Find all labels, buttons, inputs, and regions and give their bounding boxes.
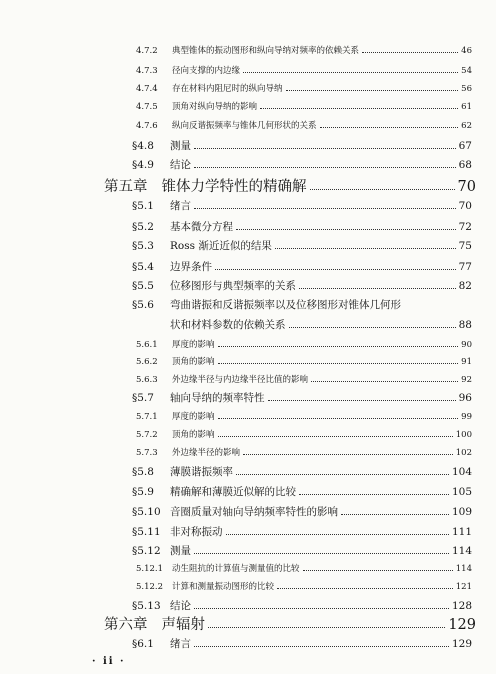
toc-entry-number: §4.8 bbox=[132, 140, 154, 152]
toc-entry-page: 128 bbox=[451, 600, 472, 612]
toc-entry-page: 99 bbox=[461, 412, 472, 422]
toc-entry-number: §5.2 bbox=[132, 221, 154, 233]
toc-entry-title: 典型锥体的振动图形和纵向导纳对频率的依赖关系 bbox=[172, 46, 360, 56]
toc-entry bbox=[132, 504, 472, 519]
toc-entry-number: §5.12 bbox=[132, 545, 161, 557]
toc-entry bbox=[132, 297, 472, 312]
chapter-title: 声辐射 bbox=[161, 617, 205, 633]
toc-entry bbox=[132, 157, 472, 172]
toc-entry-title: 状和材料参数的依赖关系 bbox=[170, 319, 286, 331]
toc-entry bbox=[132, 636, 472, 651]
toc-entry-page: 68 bbox=[458, 159, 472, 171]
toc-entry-number: 5.12.2 bbox=[136, 582, 164, 592]
toc-entry-title: 外边缘半径与内边缘半径比值的影响 bbox=[172, 375, 309, 385]
toc-entry bbox=[132, 219, 472, 234]
toc-entry-number: §5.8 bbox=[132, 466, 154, 478]
toc-entry-title: 顶角的影响 bbox=[172, 357, 215, 367]
toc-entry bbox=[132, 238, 472, 253]
dot-leader bbox=[268, 394, 456, 401]
toc-entry-number: §5.7 bbox=[132, 392, 154, 404]
toc-entry-title: 绪言 bbox=[170, 638, 191, 650]
toc-entry-title: 非对称振动 bbox=[170, 526, 223, 538]
dot-leader bbox=[194, 202, 456, 209]
toc-entry-number: §5.9 bbox=[132, 486, 154, 498]
dot-leader bbox=[303, 565, 453, 571]
toc-entry-page: 77 bbox=[458, 261, 472, 273]
chapter-title: 锥体力学特性的精确解 bbox=[161, 179, 307, 195]
toc-entry-title: 结论 bbox=[170, 159, 191, 171]
toc-entry-title: 薄膜谐振频率 bbox=[170, 466, 233, 478]
chapter-number: 第六章 bbox=[104, 617, 148, 633]
toc-entry-page: 104 bbox=[451, 466, 472, 478]
toc-entry-title: 厚度的影响 bbox=[172, 340, 215, 350]
toc-entry-title: 计算和测量振动图形的比较 bbox=[172, 582, 275, 592]
toc-entry-title: 精确解和薄膜近似解的比较 bbox=[170, 486, 296, 498]
toc-entry-title: Ross 渐近近似的结果 bbox=[170, 240, 272, 252]
toc-entry-page: 54 bbox=[461, 66, 472, 76]
dot-leader bbox=[299, 488, 449, 495]
dot-leader bbox=[208, 619, 445, 629]
dot-leader bbox=[299, 282, 456, 289]
toc-entry-title: 测量 bbox=[170, 140, 191, 152]
toc-entry bbox=[136, 410, 472, 422]
toc-entry bbox=[136, 428, 472, 440]
toc-entry-number: §5.11 bbox=[132, 526, 161, 538]
toc-entry-page: 61 bbox=[461, 102, 472, 112]
toc-entry-number: 5.6.3 bbox=[136, 375, 158, 385]
toc-entry bbox=[136, 338, 472, 350]
dot-leader bbox=[194, 142, 456, 149]
toc-entry bbox=[136, 64, 472, 76]
toc-entry-page: 88 bbox=[458, 319, 472, 331]
toc-entry bbox=[136, 119, 472, 131]
chapter-page: 129 bbox=[448, 617, 476, 633]
toc-entry bbox=[132, 278, 472, 293]
toc-entry bbox=[132, 524, 472, 539]
toc-entry-page: 109 bbox=[451, 506, 472, 518]
toc-entry-page: 129 bbox=[451, 638, 472, 650]
toc-entry bbox=[132, 484, 472, 499]
toc-entry bbox=[136, 373, 472, 385]
toc-entry-title: 顶角对纵向导纳的影响 bbox=[172, 102, 258, 112]
toc-entry-number: 5.6.1 bbox=[136, 340, 158, 350]
chapter-heading bbox=[104, 613, 476, 634]
toc-entry-title: 动生阻抗的计算值与测量值的比较 bbox=[172, 564, 300, 574]
toc-entry-title: 径向支撑的内边缘 bbox=[172, 66, 241, 76]
toc-entry-title: 音圈质量对轴向导纳频率特性的影响 bbox=[170, 506, 338, 518]
dot-leader bbox=[286, 85, 459, 91]
dot-leader bbox=[362, 47, 458, 53]
toc-entry bbox=[136, 562, 472, 574]
toc-entry bbox=[132, 464, 472, 479]
toc-entry-number: 5.7.2 bbox=[136, 430, 158, 440]
toc-entry-number: 4.7.5 bbox=[136, 102, 158, 112]
toc-entry bbox=[132, 598, 472, 613]
dot-leader bbox=[194, 602, 449, 609]
dot-leader bbox=[194, 547, 449, 554]
toc-entry-title: 测量 bbox=[170, 545, 191, 557]
dot-leader bbox=[341, 508, 449, 515]
dot-leader bbox=[289, 321, 456, 328]
toc-entry-number: 5.12.1 bbox=[136, 564, 164, 574]
toc-entry-number: 4.7.3 bbox=[136, 66, 158, 76]
toc-entry-page: 121 bbox=[455, 582, 472, 592]
toc-entry-page: 90 bbox=[461, 340, 472, 350]
dot-leader bbox=[260, 103, 458, 109]
dot-leader bbox=[226, 528, 449, 535]
toc-entry-page: 105 bbox=[451, 486, 472, 498]
toc-entry-page: 62 bbox=[461, 121, 472, 131]
toc-entry bbox=[136, 446, 472, 458]
page-footer: · ii · bbox=[92, 656, 126, 667]
toc-entry-number: §5.6 bbox=[132, 299, 154, 311]
dot-leader bbox=[236, 223, 456, 230]
dot-leader bbox=[310, 181, 455, 191]
toc-entry-page: 70 bbox=[458, 200, 472, 212]
dot-leader bbox=[194, 640, 449, 647]
dot-leader bbox=[218, 341, 459, 347]
toc-entry bbox=[136, 580, 472, 592]
dot-leader bbox=[194, 161, 456, 168]
chapter-number: 第五章 bbox=[104, 179, 148, 195]
toc-entry-page: 100 bbox=[455, 430, 472, 440]
toc-entry-number: §5.3 bbox=[132, 240, 154, 252]
toc-entry-page: 102 bbox=[455, 448, 472, 458]
chapter-heading bbox=[104, 175, 476, 196]
dot-leader bbox=[218, 358, 459, 364]
toc-entry-title: 基本微分方程 bbox=[170, 221, 233, 233]
toc-entry-page: 111 bbox=[451, 526, 472, 538]
toc-entry-number: 5.7.1 bbox=[136, 412, 158, 422]
toc-entry-number: 5.7.3 bbox=[136, 448, 158, 458]
chapter-page: 70 bbox=[457, 179, 476, 195]
dot-leader bbox=[275, 242, 456, 249]
toc-entry-page: 56 bbox=[461, 84, 472, 94]
toc-entry-number: 5.6.2 bbox=[136, 357, 158, 367]
toc-entry-number: §5.10 bbox=[132, 506, 161, 518]
toc-entry bbox=[132, 390, 472, 405]
toc-entry-page: 46 bbox=[461, 46, 472, 56]
toc-entry-page: 91 bbox=[461, 357, 472, 367]
toc-entry-number: §5.5 bbox=[132, 280, 154, 292]
toc-entry bbox=[132, 259, 472, 274]
toc-entry-page: 96 bbox=[458, 392, 472, 404]
dot-leader bbox=[215, 263, 456, 270]
toc-entry-page: 114 bbox=[451, 545, 472, 557]
toc-entry bbox=[136, 100, 472, 112]
toc-entry-number: 4.7.4 bbox=[136, 84, 158, 94]
toc-entry bbox=[132, 138, 472, 153]
dot-leader bbox=[277, 583, 453, 589]
toc-entry-number: 4.7.6 bbox=[136, 121, 158, 131]
toc-entry-title: 纵向反谐振频率与锥体几何形状的关系 bbox=[172, 121, 317, 131]
toc-entry-page: 92 bbox=[461, 375, 472, 385]
toc-entry-number: §5.4 bbox=[132, 261, 154, 273]
dot-leader bbox=[311, 376, 458, 382]
toc-entry-title: 位移图形与典型频率的关系 bbox=[170, 280, 296, 292]
toc-entry bbox=[132, 543, 472, 558]
toc-entry-page: 75 bbox=[458, 240, 472, 252]
toc-entry-continuation bbox=[170, 317, 472, 332]
dot-leader bbox=[218, 413, 459, 419]
toc-entry-page: 67 bbox=[458, 140, 472, 152]
dot-leader bbox=[218, 431, 453, 437]
toc-entry-number: 4.7.2 bbox=[136, 46, 158, 56]
toc-entry-title: 弯曲谐振和反谐振频率以及位移图形对锥体几何形 bbox=[170, 299, 401, 311]
dot-leader bbox=[243, 67, 458, 73]
toc-entry-title: 边界条件 bbox=[170, 261, 212, 273]
toc-entry-number: §6.1 bbox=[132, 638, 154, 650]
toc-entry-title: 外边缘半径的影响 bbox=[172, 448, 241, 458]
toc-entry-page: 82 bbox=[458, 280, 472, 292]
toc-entry-title: 绪言 bbox=[170, 200, 191, 212]
dot-leader bbox=[236, 468, 449, 475]
toc-entry-page: 114 bbox=[455, 564, 472, 574]
toc-entry bbox=[136, 82, 472, 94]
toc-entry-number: §5.13 bbox=[132, 600, 161, 612]
toc-entry-page: 72 bbox=[458, 221, 472, 233]
toc-entry-number: §4.9 bbox=[132, 159, 154, 171]
toc-entry-number: §5.1 bbox=[132, 200, 154, 212]
toc-entry bbox=[136, 355, 472, 367]
dot-leader bbox=[243, 449, 453, 455]
toc-entry-title: 顶角的影响 bbox=[172, 430, 215, 440]
toc-entry-title: 存在材料内阻尼时的纵向导纳 bbox=[172, 84, 283, 94]
toc-entry bbox=[132, 198, 472, 213]
toc-entry-title: 轴向导纳的频率特性 bbox=[170, 392, 265, 404]
toc-entry-title: 厚度的影响 bbox=[172, 412, 215, 422]
toc-entry-title: 结论 bbox=[170, 600, 191, 612]
dot-leader bbox=[320, 122, 459, 128]
toc-entry bbox=[136, 44, 472, 56]
